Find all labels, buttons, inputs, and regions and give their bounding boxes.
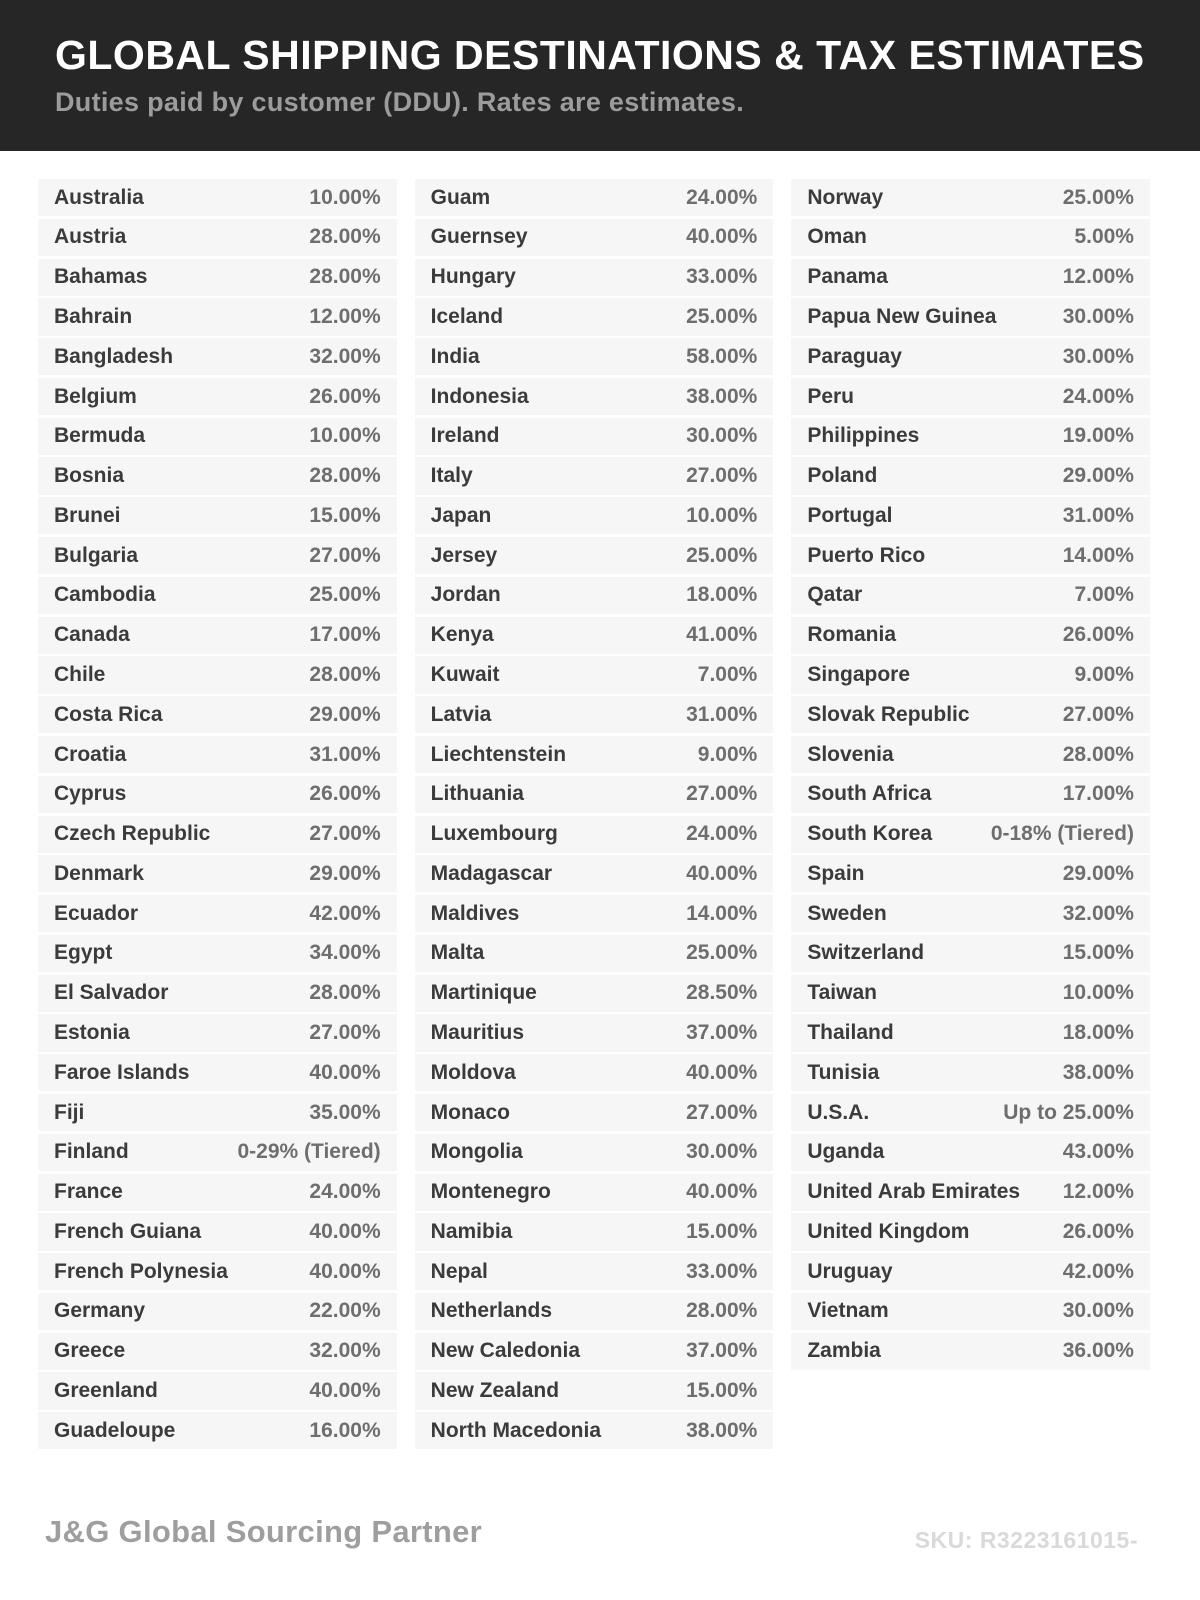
country-name: United Arab Emirates xyxy=(807,1180,1021,1204)
rates-column-1 xyxy=(38,179,397,1452)
rate-row xyxy=(38,1094,397,1131)
rate-row xyxy=(791,259,1150,296)
country-name: French Polynesia xyxy=(54,1259,228,1283)
tax-rate: 15.00% xyxy=(686,1219,758,1243)
country-name: Denmark xyxy=(54,861,144,885)
tax-rate: 15.00% xyxy=(686,1379,758,1403)
tax-rate: 28.00% xyxy=(309,662,381,686)
country-name: Poland xyxy=(807,464,878,488)
country-name: Vietnam xyxy=(807,1299,889,1323)
tax-rate: 18.00% xyxy=(686,583,758,607)
rates-grid xyxy=(38,179,1150,1452)
country-name: El Salvador xyxy=(54,981,169,1005)
tax-rate: 26.00% xyxy=(309,384,381,408)
header-banner xyxy=(0,0,1200,151)
country-name: Uganda xyxy=(807,1140,885,1164)
rate-row xyxy=(415,537,774,574)
rate-row xyxy=(791,1253,1150,1290)
footer-brand: J&G Global Sourcing Partner xyxy=(45,1514,483,1549)
country-name: Maldives xyxy=(430,901,520,925)
rate-row xyxy=(415,736,774,773)
country-name: Thailand xyxy=(807,1021,894,1044)
rate-row xyxy=(415,338,774,375)
rate-row xyxy=(415,1253,774,1290)
tax-rate: 24.00% xyxy=(686,822,758,846)
rate-row xyxy=(415,935,774,972)
country-name: Sweden xyxy=(807,901,887,925)
tax-rate: 27.00% xyxy=(309,822,381,846)
tax-rate: 29.00% xyxy=(1062,464,1134,488)
tax-rate: 28.00% xyxy=(686,1299,758,1323)
country-name: Martinique xyxy=(430,981,537,1005)
rate-row xyxy=(791,935,1150,972)
tax-rate: 31.00% xyxy=(309,742,381,766)
tax-rate: 26.00% xyxy=(1062,1219,1134,1243)
country-name: Madagascar xyxy=(430,861,553,885)
tax-rate: 25.00% xyxy=(686,543,758,567)
country-name: Guam xyxy=(430,185,491,209)
tax-rate: 27.00% xyxy=(309,543,381,567)
rate-row xyxy=(415,259,774,296)
rate-row xyxy=(415,298,774,335)
page-title: GLOBAL SHIPPING DESTINATIONS & TAX ESTIMATES xyxy=(55,32,1145,78)
rate-row xyxy=(791,1134,1150,1171)
rate-row xyxy=(38,537,397,574)
tax-rate: 7.00% xyxy=(1074,583,1134,607)
rate-row xyxy=(415,1174,774,1211)
country-name: France xyxy=(54,1180,123,1204)
rate-row xyxy=(38,1134,397,1171)
country-name: Croatia xyxy=(54,742,127,766)
rate-row xyxy=(415,656,774,693)
country-name: Ecuador xyxy=(54,901,139,925)
tax-rate: 27.00% xyxy=(686,782,758,806)
rate-row xyxy=(38,776,397,813)
country-name: Peru xyxy=(807,384,855,408)
tax-rate: 10.00% xyxy=(309,185,381,209)
rates-column-2 xyxy=(415,179,774,1452)
country-name: Bahamas xyxy=(54,265,148,289)
country-name: North Macedonia xyxy=(430,1418,602,1442)
rate-row xyxy=(415,179,774,216)
tax-rate: 26.00% xyxy=(309,782,381,806)
tax-rate: 24.00% xyxy=(309,1180,381,1204)
country-name: Switzerland xyxy=(807,941,925,965)
country-name: Jordan xyxy=(430,583,501,607)
rate-row xyxy=(38,298,397,335)
rate-row xyxy=(415,1014,774,1051)
tax-rate: 28.00% xyxy=(1062,742,1134,766)
rate-row xyxy=(791,1293,1150,1330)
tax-rate: 42.00% xyxy=(1062,1259,1134,1283)
country-name: Uruguay xyxy=(807,1259,893,1283)
tax-rate: 28.00% xyxy=(309,981,381,1005)
tax-rate: 40.00% xyxy=(309,1219,381,1243)
country-name: New Caledonia xyxy=(430,1339,581,1363)
rate-row xyxy=(791,219,1150,256)
rates-column-3 xyxy=(791,179,1150,1372)
tax-rate: 29.00% xyxy=(309,702,381,726)
country-name: South Africa xyxy=(807,782,932,806)
rate-row xyxy=(791,1094,1150,1131)
country-name: United Kingdom xyxy=(807,1219,970,1243)
country-name: Panama xyxy=(807,265,888,289)
country-name: Iceland xyxy=(430,304,504,328)
country-name: Greece xyxy=(54,1339,126,1363)
rate-row xyxy=(791,975,1150,1012)
country-name: Montenegro xyxy=(430,1180,551,1204)
tax-rate: 28.50% xyxy=(686,981,758,1005)
rate-row xyxy=(38,378,397,415)
tax-rate: 14.00% xyxy=(1062,543,1134,567)
tax-rate: 30.00% xyxy=(1062,1299,1134,1323)
rate-row xyxy=(38,1293,397,1330)
rate-row xyxy=(415,1054,774,1091)
tax-rate: 31.00% xyxy=(686,702,758,726)
rate-row xyxy=(791,179,1150,216)
country-name: Liechtenstein xyxy=(430,742,567,766)
rate-row xyxy=(415,418,774,455)
country-name: Cambodia xyxy=(54,583,156,607)
country-name: Bangladesh xyxy=(54,344,174,368)
country-name: New Zealand xyxy=(430,1379,560,1403)
rate-row xyxy=(415,617,774,654)
country-name: Finland xyxy=(54,1140,129,1164)
country-name: Tunisia xyxy=(807,1060,880,1084)
rate-row xyxy=(791,457,1150,494)
rate-row xyxy=(38,816,397,853)
tax-rate: 16.00% xyxy=(309,1418,381,1442)
tax-rate: 31.00% xyxy=(1062,503,1134,527)
tax-rate: 40.00% xyxy=(686,1060,758,1084)
rate-row xyxy=(38,696,397,733)
country-name: India xyxy=(430,344,480,368)
country-name: Brunei xyxy=(54,503,121,527)
country-name: Belgium xyxy=(54,384,137,408)
country-name: Portugal xyxy=(807,503,893,527)
country-name: Jersey xyxy=(430,543,498,567)
rate-row xyxy=(38,1333,397,1370)
country-name: Australia xyxy=(54,185,144,209)
country-name: Lithuania xyxy=(430,782,524,806)
country-name: Spain xyxy=(807,861,865,885)
tax-rate: 5.00% xyxy=(1074,225,1134,249)
rate-row xyxy=(38,975,397,1012)
tax-rate: 32.00% xyxy=(309,1339,381,1363)
rate-row xyxy=(791,617,1150,654)
country-name: Philippines xyxy=(807,424,920,448)
rate-row xyxy=(791,1174,1150,1211)
country-name: Papua New Guinea xyxy=(807,304,997,328)
tax-rate: 12.00% xyxy=(1062,1180,1134,1204)
country-name: Latvia xyxy=(430,702,492,726)
rate-row xyxy=(415,816,774,853)
tax-rate: 7.00% xyxy=(697,662,758,686)
country-name: Austria xyxy=(54,225,127,249)
rate-row xyxy=(38,418,397,455)
tax-rate: 9.00% xyxy=(1074,662,1134,686)
rate-row xyxy=(38,1412,397,1449)
country-name: Namibia xyxy=(430,1219,513,1243)
tax-rate: 38.00% xyxy=(686,384,758,408)
tax-rate: 42.00% xyxy=(309,901,381,925)
tax-rate: 17.00% xyxy=(309,623,381,647)
country-name: Greenland xyxy=(54,1379,158,1403)
country-name: Fiji xyxy=(54,1100,85,1124)
country-name: Guadeloupe xyxy=(54,1418,176,1442)
rate-row xyxy=(415,975,774,1012)
country-name: Norway xyxy=(807,185,884,209)
rate-row xyxy=(791,378,1150,415)
rate-row xyxy=(415,1372,774,1409)
country-name: U.S.A. xyxy=(807,1100,870,1124)
rate-row xyxy=(791,1213,1150,1250)
country-name: Kenya xyxy=(430,623,494,647)
country-name: Luxembourg xyxy=(430,822,558,846)
rate-row xyxy=(38,179,397,216)
country-name: Indonesia xyxy=(430,384,529,408)
country-name: Cyprus xyxy=(54,782,127,806)
tax-rate: 37.00% xyxy=(686,1339,758,1363)
country-name: Bermuda xyxy=(54,424,146,448)
tax-rate: 10.00% xyxy=(309,424,381,448)
rate-row xyxy=(415,776,774,813)
rate-row xyxy=(38,219,397,256)
rate-row xyxy=(791,895,1150,932)
rate-row xyxy=(791,1333,1150,1370)
country-name: Germany xyxy=(54,1299,146,1323)
tax-rate: 28.00% xyxy=(309,464,381,488)
country-name: Oman xyxy=(807,225,867,249)
rate-row xyxy=(415,855,774,892)
tax-rate: 25.00% xyxy=(1062,185,1134,209)
tax-rate: 29.00% xyxy=(309,861,381,885)
tax-rate: 24.00% xyxy=(686,185,758,209)
tax-rate: 38.00% xyxy=(1062,1060,1134,1084)
rate-row xyxy=(415,696,774,733)
country-name: Slovak Republic xyxy=(807,702,970,726)
country-name: Italy xyxy=(430,464,473,488)
country-name: Paraguay xyxy=(807,344,902,368)
rate-row xyxy=(38,935,397,972)
rate-row xyxy=(38,855,397,892)
country-name: Puerto Rico xyxy=(807,543,926,567)
tax-rate: 25.00% xyxy=(686,941,758,965)
country-name: Romania xyxy=(807,623,897,647)
rate-row xyxy=(415,1134,774,1171)
country-name: Bahrain xyxy=(54,304,133,328)
country-name: French Guiana xyxy=(54,1219,202,1243)
rate-row xyxy=(791,736,1150,773)
country-name: Estonia xyxy=(54,1021,130,1044)
rate-row xyxy=(415,1412,774,1449)
tax-rate: 29.00% xyxy=(1062,861,1134,885)
tax-rate: 27.00% xyxy=(1062,702,1134,726)
rate-row xyxy=(38,1054,397,1091)
tax-rate: 17.00% xyxy=(1062,782,1134,806)
rate-row xyxy=(415,1333,774,1370)
rate-row xyxy=(791,577,1150,614)
rate-row xyxy=(791,855,1150,892)
rate-row xyxy=(791,497,1150,534)
tax-rate: 41.00% xyxy=(686,623,758,647)
tax-rate: 28.00% xyxy=(309,225,381,249)
tax-rate: 10.00% xyxy=(1062,981,1134,1005)
rate-row xyxy=(791,537,1150,574)
tax-rate: 30.00% xyxy=(686,1140,758,1164)
rate-row xyxy=(415,378,774,415)
country-name: Ireland xyxy=(430,424,500,448)
country-name: Taiwan xyxy=(807,981,877,1005)
tax-rate: 30.00% xyxy=(1062,344,1134,368)
rate-row xyxy=(415,895,774,932)
tax-rate: 40.00% xyxy=(309,1060,381,1084)
tax-rate: 34.00% xyxy=(309,941,381,965)
country-name: Monaco xyxy=(430,1100,510,1124)
country-name: Netherlands xyxy=(430,1299,553,1323)
country-name: Moldova xyxy=(430,1060,516,1084)
tax-rate: 33.00% xyxy=(686,1259,758,1283)
country-name: Costa Rica xyxy=(54,702,163,726)
country-name: Malta xyxy=(430,941,485,965)
rate-row xyxy=(38,338,397,375)
country-name: Canada xyxy=(54,623,130,647)
tax-rate: 40.00% xyxy=(686,861,758,885)
country-name: Mongolia xyxy=(430,1140,523,1164)
tax-rate: 30.00% xyxy=(1062,304,1134,328)
country-name: Bosnia xyxy=(54,464,125,488)
rate-row xyxy=(38,577,397,614)
rate-row xyxy=(791,1014,1150,1051)
rate-row xyxy=(791,816,1150,853)
country-name: Qatar xyxy=(807,583,863,607)
country-name: Slovenia xyxy=(807,742,894,766)
rate-row xyxy=(415,1094,774,1131)
rate-row xyxy=(38,1372,397,1409)
rate-row xyxy=(38,1014,397,1051)
rate-row xyxy=(415,219,774,256)
rate-row xyxy=(791,298,1150,335)
rate-row xyxy=(38,457,397,494)
country-name: Guernsey xyxy=(430,225,528,249)
rate-row xyxy=(791,776,1150,813)
rate-row xyxy=(791,1054,1150,1091)
tax-rate: 10.00% xyxy=(686,503,758,527)
tax-rate: 12.00% xyxy=(1062,265,1134,289)
rate-row xyxy=(415,497,774,534)
tax-rate: 32.00% xyxy=(1062,901,1134,925)
tax-rate: 37.00% xyxy=(686,1021,758,1044)
rate-row xyxy=(791,418,1150,455)
tax-rate: 0-29% (Tiered) xyxy=(237,1140,381,1164)
tax-rate: 36.00% xyxy=(1062,1339,1134,1363)
tax-rate: 15.00% xyxy=(309,503,381,527)
tax-rate: 15.00% xyxy=(1062,941,1134,965)
country-name: Singapore xyxy=(807,662,911,686)
tax-rate: 27.00% xyxy=(686,1100,758,1124)
tax-rate: 9.00% xyxy=(697,742,758,766)
rate-row xyxy=(791,696,1150,733)
rate-row xyxy=(38,736,397,773)
rate-row xyxy=(38,1174,397,1211)
tax-rate: 0-18% (Tiered) xyxy=(990,822,1134,846)
rate-row xyxy=(38,497,397,534)
tax-rate: 25.00% xyxy=(686,304,758,328)
tax-rate: 26.00% xyxy=(1062,623,1134,647)
rate-row xyxy=(38,1213,397,1250)
country-name: South Korea xyxy=(807,822,933,846)
rate-row xyxy=(38,1253,397,1290)
page-subtitle: Duties paid by customer (DDU). Rates are estimates. xyxy=(55,87,745,118)
rate-row xyxy=(38,617,397,654)
tax-rate: 58.00% xyxy=(686,344,758,368)
rate-row xyxy=(415,457,774,494)
rate-row xyxy=(38,656,397,693)
tax-rate: 33.00% xyxy=(686,265,758,289)
tax-rate: 43.00% xyxy=(1062,1140,1134,1164)
tax-rate: 32.00% xyxy=(309,344,381,368)
country-name: Chile xyxy=(54,662,106,686)
tax-rate: 14.00% xyxy=(686,901,758,925)
country-name: Kuwait xyxy=(430,662,500,686)
country-name: Zambia xyxy=(807,1339,881,1363)
tax-rate: 27.00% xyxy=(686,464,758,488)
tax-rate: 35.00% xyxy=(309,1100,381,1124)
rate-row xyxy=(38,259,397,296)
country-name: Nepal xyxy=(430,1259,488,1283)
tax-rate: 22.00% xyxy=(309,1299,381,1323)
rate-row xyxy=(791,338,1150,375)
footer-sku: SKU: R3223161015- xyxy=(914,1527,1138,1553)
country-name: Japan xyxy=(430,503,492,527)
rate-row xyxy=(415,577,774,614)
tax-rate: 19.00% xyxy=(1062,424,1134,448)
tax-rate: 28.00% xyxy=(309,265,381,289)
rate-row xyxy=(415,1293,774,1330)
tax-rate: 25.00% xyxy=(309,583,381,607)
country-name: Hungary xyxy=(430,265,516,289)
tax-rate: 12.00% xyxy=(309,304,381,328)
rate-row xyxy=(415,1213,774,1250)
country-name: Czech Republic xyxy=(54,822,211,846)
country-name: Faroe Islands xyxy=(54,1060,190,1084)
tax-rate: 40.00% xyxy=(309,1379,381,1403)
tax-rate: 27.00% xyxy=(309,1021,381,1044)
tax-rate: 38.00% xyxy=(686,1418,758,1442)
rate-row xyxy=(791,656,1150,693)
tax-rate: Up to 25.00% xyxy=(1003,1100,1134,1124)
country-name: Egypt xyxy=(54,941,113,965)
tax-rate: 30.00% xyxy=(686,424,758,448)
tax-rate: 24.00% xyxy=(1062,384,1134,408)
tax-rate: 18.00% xyxy=(1062,1021,1134,1044)
tax-rate: 40.00% xyxy=(686,1180,758,1204)
tax-rate: 40.00% xyxy=(309,1259,381,1283)
tax-rate: 40.00% xyxy=(686,225,758,249)
country-name: Bulgaria xyxy=(54,543,139,567)
rate-row xyxy=(38,895,397,932)
country-name: Mauritius xyxy=(430,1021,524,1044)
